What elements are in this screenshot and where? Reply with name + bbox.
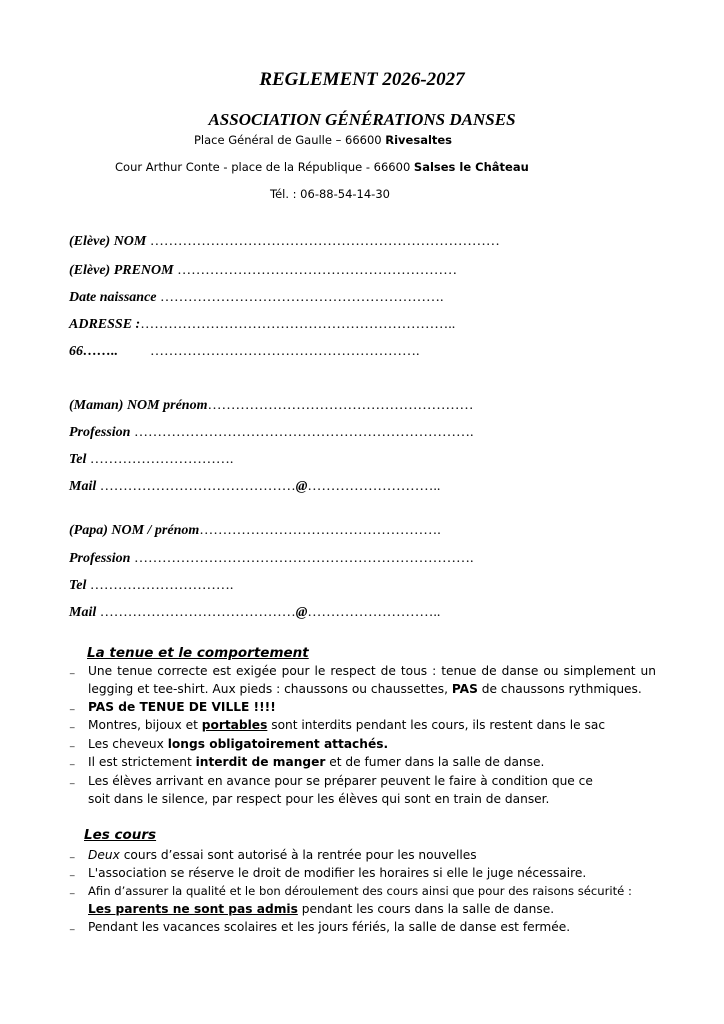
list-item (69, 846, 477, 864)
field-papa-mail[interactable] (69, 605, 440, 621)
field-label: 66…….. (69, 344, 118, 359)
text-span: cours d’essai sont autorisé à la rentrée pour les nouvelles (119, 848, 477, 862)
field-dots: …………………………………… (99, 479, 296, 494)
text-span-bold: interdit de manger (195, 755, 326, 769)
bullet-text: Afin d’assurer la qualité et le bon déroulement des cours ainsi que pour des raisons sécurité : (88, 884, 632, 898)
text-span: Montres, bijoux et (88, 718, 202, 732)
bullet-marker: ₋ (69, 719, 76, 733)
bullet-marker: ₋ (69, 885, 76, 899)
field-dots: ……………………….. (307, 605, 441, 620)
bullet-text: PAS de TENUE DE VILLE !!!! (88, 700, 276, 714)
address-rivesaltes-city: Rivesaltes (385, 133, 453, 147)
address-rivesaltes (194, 133, 452, 147)
bullet-text: Les élèves arrivant en avance pour se préparer peuvent le faire à condition que ce (88, 774, 593, 788)
field-label: Profession (69, 551, 131, 566)
field-label: Mail (69, 605, 97, 620)
page-title: REGLEMENT 2026-2027 (259, 69, 465, 90)
address-salses (115, 160, 529, 174)
bullet-text: Pendant les vacances scolaires et les jours fériés, la salle de danse est fermée. (88, 920, 571, 934)
field-label: (Maman) NOM prénom (69, 398, 208, 413)
field-label: Date naissance (69, 290, 157, 305)
field-papa-profession[interactable] (69, 551, 473, 567)
field-dots: …………………………………………………. (150, 344, 420, 359)
bullet-text: L'association se réserve le droit de modifier les horaires si elle le juge nécessaire. (88, 866, 587, 880)
field-dots: ………………………………………………………………. (133, 425, 474, 440)
field-eleve-prenom[interactable] (69, 263, 457, 279)
address-salses-city: Salses le Château (413, 160, 529, 174)
text-span-bold-underline: Les parents ne sont pas admis (88, 902, 298, 916)
list-item (69, 698, 276, 716)
association-name: ASSOCIATION GÉNÉRATIONS DANSES (208, 110, 516, 129)
list-item (69, 735, 389, 753)
field-dots: ………………………………………………………………. (133, 551, 474, 566)
field-label: (Papa) NOM / prénom (69, 523, 200, 538)
text-span-bold-underline: portables (201, 718, 268, 732)
list-item (69, 753, 545, 771)
address-rivesaltes-street: Place Général de Gaulle – 66600 (194, 133, 386, 147)
phone-number: Tél. : 06-88-54-14-30 (270, 187, 390, 201)
field-date-naissance[interactable] (69, 290, 444, 306)
field-papa-nom[interactable] (69, 523, 441, 539)
field-code-postal[interactable] (69, 344, 420, 360)
field-dots: …………………………………………………… (177, 263, 458, 278)
section-heading-tenue: La tenue et le comportement (87, 645, 309, 661)
field-label: Profession (69, 425, 131, 440)
list-item (69, 772, 593, 808)
at-sign: @ (295, 605, 308, 620)
bullet-marker: ₋ (69, 665, 76, 679)
field-dots: ………………………………………………………….. (140, 317, 456, 332)
field-maman-nom[interactable] (69, 398, 473, 414)
field-papa-tel[interactable] (69, 578, 233, 594)
list-item (69, 716, 606, 734)
field-dots: …………………………………… (99, 605, 296, 620)
list-item (69, 864, 587, 882)
field-label: Mail (69, 479, 97, 494)
field-maman-mail[interactable] (69, 479, 440, 495)
list-item (69, 882, 632, 918)
field-dots: …………………………. (89, 452, 234, 467)
bullet-text: Une tenue correcte est exigée pour le respect de tous : tenue de danse ou simplement un (88, 664, 656, 678)
bullet-marker: ₋ (69, 756, 76, 770)
address-salses-street: Cour Arthur Conte - place de la République - 66600 (115, 160, 414, 174)
list-item (69, 662, 656, 698)
field-dots: ………………………………………………………………… (149, 234, 500, 249)
section-heading-cours: Les cours (84, 827, 157, 843)
field-label: Tel (69, 452, 87, 467)
text-span-italic: Deux (88, 848, 120, 862)
field-dots: ……………………………………………. (199, 523, 441, 538)
bullet-marker: ₋ (69, 701, 76, 715)
bullet-marker: ₋ (69, 867, 76, 881)
bullet-marker: ₋ (69, 738, 76, 752)
field-label: (Elève) NOM (69, 234, 147, 249)
text-span-bold: longs obligatoirement attachés. (167, 737, 389, 751)
field-dots: ……………………….. (307, 479, 441, 494)
bullet-marker: ₋ (69, 921, 76, 935)
text-span: de chaussons rythmiques. (477, 682, 642, 696)
field-dots: ……………………………………………………. (160, 290, 444, 305)
field-maman-tel[interactable] (69, 452, 233, 468)
field-adresse[interactable] (69, 317, 455, 333)
bullet-marker: ₋ (69, 775, 76, 789)
field-dots: …………………………. (89, 578, 234, 593)
bullet-marker: ₋ (69, 849, 76, 863)
field-label: (Elève) PRENOM (69, 263, 174, 278)
text-span: sont interdits pendant les cours, ils restent dans le sac (267, 718, 606, 732)
field-eleve-nom[interactable] (69, 234, 500, 250)
at-sign: @ (295, 479, 308, 494)
field-label: Tel (69, 578, 87, 593)
text-span: pendant les cours dans la salle de danse. (297, 902, 555, 916)
bullet-text-cont: soit dans le silence, par respect pour les élèves qui sont en train de danser. (88, 792, 550, 806)
bullet-text-cont (88, 900, 632, 918)
field-dots: ………………………………………………… (207, 398, 474, 413)
bullet-text-cont (88, 680, 656, 698)
field-maman-profession[interactable] (69, 425, 473, 441)
field-label: ADRESSE : (69, 317, 141, 332)
text-span: Les cheveux (88, 737, 168, 751)
list-item (69, 918, 571, 936)
text-span: Il est strictement (88, 755, 196, 769)
text-span-bold: PAS (451, 682, 478, 696)
text-span: legging et tee-shirt. Aux pieds : chaussons ou chaussettes, (88, 682, 452, 696)
text-span: et de fumer dans la salle de danse. (325, 755, 545, 769)
